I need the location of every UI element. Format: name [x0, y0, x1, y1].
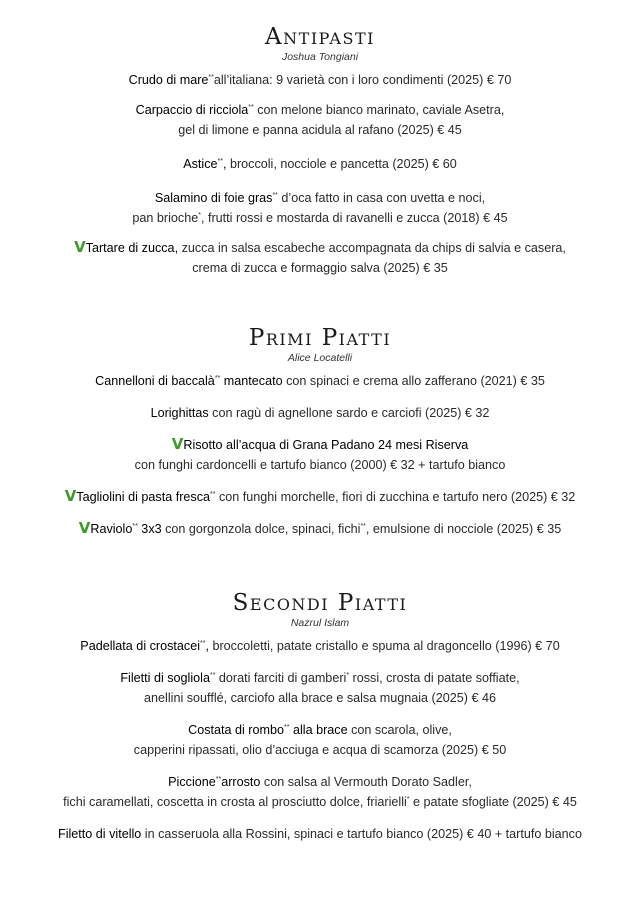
- vegetarian-icon: V: [74, 238, 86, 256]
- dish: [0, 636, 640, 656]
- dish-name-tail: arrosto: [221, 775, 261, 789]
- dish-description: con salsa al Vermouth Dorato Sadler,: [260, 775, 472, 789]
- dish-description: in casseruola alla Rossini, spinaci e tartufo bianco (2025) € 40 + tartufo bianco: [141, 827, 582, 841]
- dish-description-line2-tail: , frutti rossi e mostarda di ravanelli e zucca (2018) € 45: [200, 211, 508, 225]
- dish-name: Cannelloni di baccalà: [95, 374, 215, 388]
- dish-name-tail: mantecato: [220, 374, 283, 388]
- dish-description: d’oca fatto in casa con uvetta e noci,: [277, 191, 486, 205]
- dish-description-line2: pan brioche: [132, 211, 199, 225]
- dish-description: broccoli, nocciole e pancetta (2025) € 60: [226, 157, 457, 171]
- dish: [0, 824, 640, 844]
- dish-name: Astice: [183, 157, 218, 171]
- dish-name: Tagliolini di pasta fresca: [76, 490, 211, 504]
- dish-description: zucca in salsa escabeche accompagnata da chips di salvia e casera,: [178, 241, 566, 255]
- allergen-mark: **: [208, 73, 214, 81]
- dish: [0, 772, 640, 812]
- dish-description-line2: anellini soufflé, carciofo alla brace e salsa mugnaia (2025) € 46: [144, 691, 496, 705]
- dish-name: Piccione: [168, 775, 216, 789]
- dish: [0, 188, 640, 228]
- allergen-mark: **: [360, 522, 366, 530]
- dish: [0, 371, 640, 391]
- vegetarian-icon: V: [171, 435, 184, 453]
- dish-name: Lorighittas: [150, 406, 209, 420]
- allergen-mark: *: [346, 671, 350, 679]
- allergen-mark: *: [198, 211, 201, 219]
- dish-description-line2: gel di limone e panna acidula al rafano (2025) € 45: [178, 123, 462, 137]
- dish-name: Salamino di foie gras: [154, 191, 273, 205]
- dish-description-line2: capperini ripassati, olio d’acciuga e acqua di scamorza (2025) € 50: [133, 743, 507, 757]
- vegetarian-icon: V: [64, 487, 77, 505]
- dish-description-line2: con funghi cardoncelli e tartufo bianco (2000) € 32 + tartufo bianco: [134, 458, 506, 472]
- dish-name: Filetto di vitello: [58, 827, 142, 841]
- section-title: Secondi Piatti: [232, 590, 408, 616]
- chef-name: Nazrul Islam: [290, 617, 350, 629]
- dish-description: con gorgonzola dolce, spinaci, fichi: [161, 522, 361, 536]
- dish-name-tail: ,: [205, 639, 209, 653]
- allergen-mark: **: [209, 671, 216, 679]
- allergen-mark: **: [132, 522, 138, 530]
- section-antipasti: [0, 24, 640, 278]
- dish-description-line2-tail: e patate sfogliate (2025) € 45: [409, 795, 577, 809]
- section-title: Antipasti: [265, 24, 375, 50]
- allergen-mark: **: [272, 191, 278, 199]
- dish-name-tail: 3x3: [137, 522, 162, 536]
- dish: [0, 403, 640, 423]
- allergen-mark: **: [214, 374, 221, 382]
- dish-description: dorati farciti di gamberi: [215, 671, 347, 685]
- dish: [0, 70, 640, 90]
- dish-description-line2: crema di zucca e formaggio salva (2025) € 35: [192, 261, 448, 275]
- allergen-mark: **: [248, 103, 254, 111]
- dish: [0, 154, 640, 174]
- chef-name: Alice Locatelli: [287, 352, 353, 364]
- dish-name-tail: alla brace: [289, 723, 348, 737]
- allergen-mark: **: [217, 157, 223, 165]
- vegetarian-icon: V: [78, 519, 91, 537]
- dish: [0, 100, 640, 140]
- allergen-mark: **: [215, 775, 222, 783]
- dish: [0, 238, 640, 278]
- dish: [0, 720, 640, 760]
- dish-description: con melone bianco marinato, caviale Asetra,: [253, 103, 505, 117]
- dish-description: con ragù di agnellone sardo e carciofi (2025) € 32: [208, 406, 490, 420]
- dish-name: Filetti di sogliola: [120, 671, 210, 685]
- allergen-mark: **: [200, 639, 206, 647]
- dish-name: Tartare di zucca,: [85, 241, 179, 255]
- dish-name: Risotto all’acqua di Grana Padano 24 mesi Riserva: [183, 438, 469, 452]
- dish-name: Costata di rombo: [188, 723, 285, 737]
- dish: [0, 519, 640, 539]
- section-title: Primi Piatti: [248, 325, 392, 351]
- dish: [0, 487, 640, 507]
- dish-name-tail: ,: [222, 157, 227, 171]
- dish-description: all’italiana: 9 varietà con i loro condimenti (2025) € 70: [213, 73, 512, 87]
- dish-description: broccoletti, patate cristallo e spuma al dragoncello (1996) € 70: [208, 639, 560, 653]
- dish: [0, 435, 640, 475]
- dish: [0, 668, 640, 708]
- dish-description-line2: fichi caramellati, coscetta in crosta al prosciutto dolce, friarielli: [63, 795, 407, 809]
- dish-name: Raviolo: [90, 522, 133, 536]
- dish-description: con funghi morchelle, fiori di zucchina e tartufo nero (2025) € 32: [215, 490, 576, 504]
- dish-name: Crudo di mare: [128, 73, 209, 87]
- dish-description: con spinaci e crema allo zafferano (2021) € 35: [282, 374, 545, 388]
- chef-name: Joshua Tongiani: [281, 51, 359, 63]
- allergen-mark: **: [210, 490, 216, 498]
- dish-description-tail: rossi, crosta di patate soffiate,: [349, 671, 520, 685]
- dish-name: Padellata di crostacei: [80, 639, 201, 653]
- dish-description-tail: , emulsione di nocciole (2025) € 35: [365, 522, 562, 536]
- dish-description: con scarola, olive,: [347, 723, 452, 737]
- allergen-mark: **: [284, 723, 290, 731]
- section-primi-piatti: [0, 325, 640, 539]
- dish-name: Carpaccio di ricciola: [135, 103, 249, 117]
- allergen-mark: *: [406, 795, 410, 803]
- section-secondi-piatti: [0, 590, 640, 844]
